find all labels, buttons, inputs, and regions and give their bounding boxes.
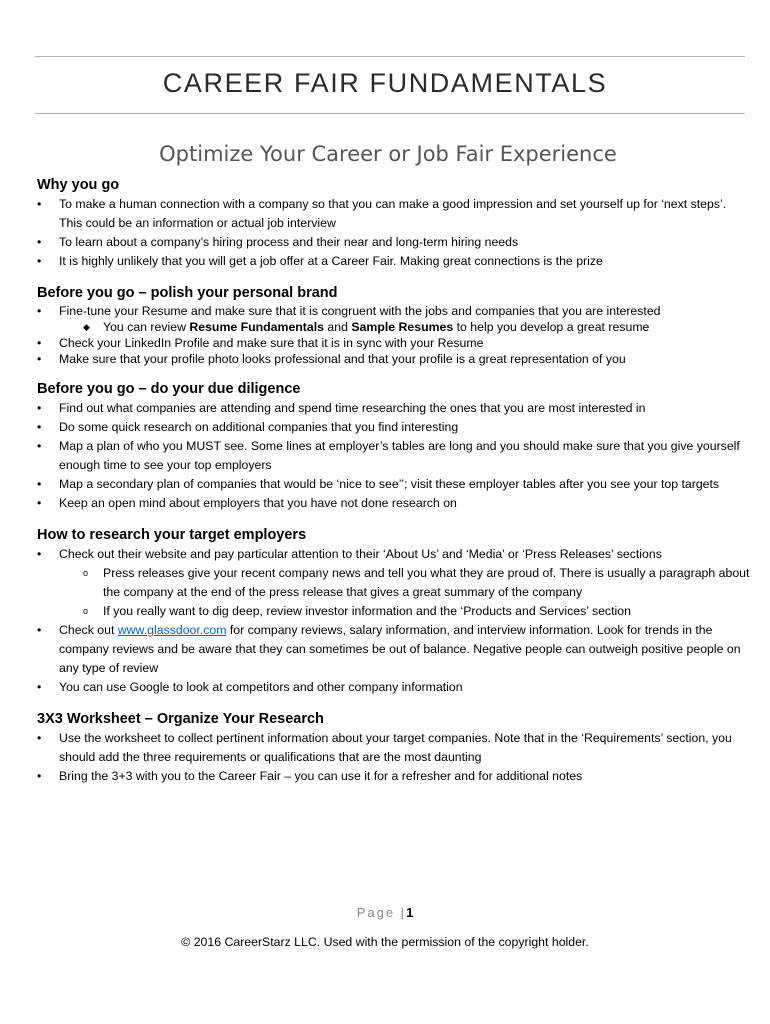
section-heading: Before you go – polish your personal brand <box>37 285 338 301</box>
section-heading: Before you go – do your due diligence <box>37 381 301 397</box>
page-number-value: 1 <box>406 905 414 920</box>
bullet-icon: • <box>37 477 42 491</box>
section-heading: Why you go <box>37 177 120 193</box>
bullet-icon: • <box>37 496 42 510</box>
page-number: Page |1 <box>356 905 414 920</box>
bullet-icon: • <box>37 547 42 561</box>
bullet-icon: • <box>37 680 42 694</box>
document-body <box>37 176 752 786</box>
list-item: • Check out their website and pay particular attention to their ‘About Us’ and ‘Media’ or ‘Press Releases’ sections <box>37 545 752 564</box>
bullet-icon: • <box>37 235 42 249</box>
glassdoor-link[interactable]: www.glassdoor.com <box>117 623 227 637</box>
list-item: • Use the worksheet to collect pertinent information about your target companies. Note that in the ‘Requirements’ section, you should add the three requirements or qualifications that are the most daunting <box>37 731 732 764</box>
list-item: • To make a human connection with a company so that you can make a good impression and set yourself up for ‘next steps’. This could be an information or actual job interview <box>37 197 727 230</box>
diamond-bullet-icon: ◆ <box>83 322 90 332</box>
bullet-icon: • <box>37 352 42 366</box>
bullet-icon: • <box>37 401 42 415</box>
resume-fundamentals-ref: Resume Fundamentals <box>189 320 324 334</box>
bullet-icon: • <box>37 769 42 783</box>
bullet-icon: • <box>37 731 42 745</box>
sub-list-item: ◆ You can review Resume Fundamentals and Sample Resumes to help you develop a great resume <box>83 320 650 334</box>
sub-list-item: o Press releases give your recent company news and tell you what they are proud of. There is usually a paragraph about the company at the end of the press release that gives a great summary of the company <box>83 566 750 599</box>
list-item: • Fine-tune your Resume and make sure that it is congruent with the jobs and companies that you are interested <box>37 304 661 318</box>
list-item: • It is highly unlikely that you will get a job offer at a Career Fair. Making great connections is the prize <box>37 252 752 271</box>
list-item: • You can use Google to look at competitors and other company information <box>37 678 752 697</box>
sample-resumes-ref: Sample Resumes <box>351 320 454 334</box>
circle-bullet-icon: o <box>83 606 89 616</box>
top-rule <box>35 56 745 57</box>
list-item: • Find out what companies are attending and spend time researching the ones that you are most interested in <box>37 399 752 418</box>
page-title: CAREER FAIR FUNDAMENTALS <box>162 68 608 98</box>
bullet-icon: • <box>37 197 42 211</box>
list-item: • Do some quick research on additional companies that you find interesting <box>37 418 752 437</box>
list-item: • Map a plan of who you MUST see. Some lines at employer’s tables are long and you should make sure that you give yourself enough time to see your top employers <box>37 439 740 472</box>
list-item: • Map a secondary plan of companies that would be ‘nice to see’’; visit these employer tables after you see your top targets <box>37 475 752 494</box>
bullet-icon: • <box>37 420 42 434</box>
section-research <box>37 526 752 697</box>
list-item: • Make sure that your profile photo looks professional and that your profile is a great representation of you <box>37 352 626 366</box>
bullet-icon: • <box>37 336 42 350</box>
section-brand <box>37 284 752 367</box>
section-why <box>37 176 752 271</box>
circle-bullet-icon: o <box>83 568 89 578</box>
list-item: • Check out www.glassdoor.com for company reviews, salary information, and interview information. Look for trends in the company reviews and be aware that they can sometimes be out of balance. Negative people can outweigh positive people on any type of review <box>37 623 741 675</box>
copyright-footer: © 2016 CareerStarz LLC. Used with the permission of the copyright holder. <box>181 935 589 949</box>
section-worksheet <box>37 710 752 786</box>
bullet-icon: • <box>37 254 42 268</box>
bullet-icon: • <box>37 304 42 318</box>
bullet-icon: • <box>37 623 42 637</box>
list-item: • To learn about a company’s hiring process and their near and long-term hiring needs <box>37 233 752 252</box>
list-item: • Bring the 3+3 with you to the Career Fair – you can use it for a refresher and for additional notes <box>37 767 752 786</box>
bottom-rule <box>35 113 745 114</box>
sub-list-item: o If you really want to dig deep, review investor information and the ‘Products and Services’ section <box>37 602 752 621</box>
page-subtitle: Optimize Your Career or Job Fair Experience <box>159 142 617 166</box>
section-heading: How to research your target employers <box>37 527 307 543</box>
section-diligence <box>37 380 752 513</box>
bullet-icon: • <box>37 439 42 453</box>
list-item: • Check your LinkedIn Profile and make sure that it is in sync with your Resume <box>37 336 484 350</box>
list-item: • Keep an open mind about employers that you have not done research on <box>37 494 752 513</box>
section-heading: 3X3 Worksheet – Organize Your Research <box>37 711 324 727</box>
